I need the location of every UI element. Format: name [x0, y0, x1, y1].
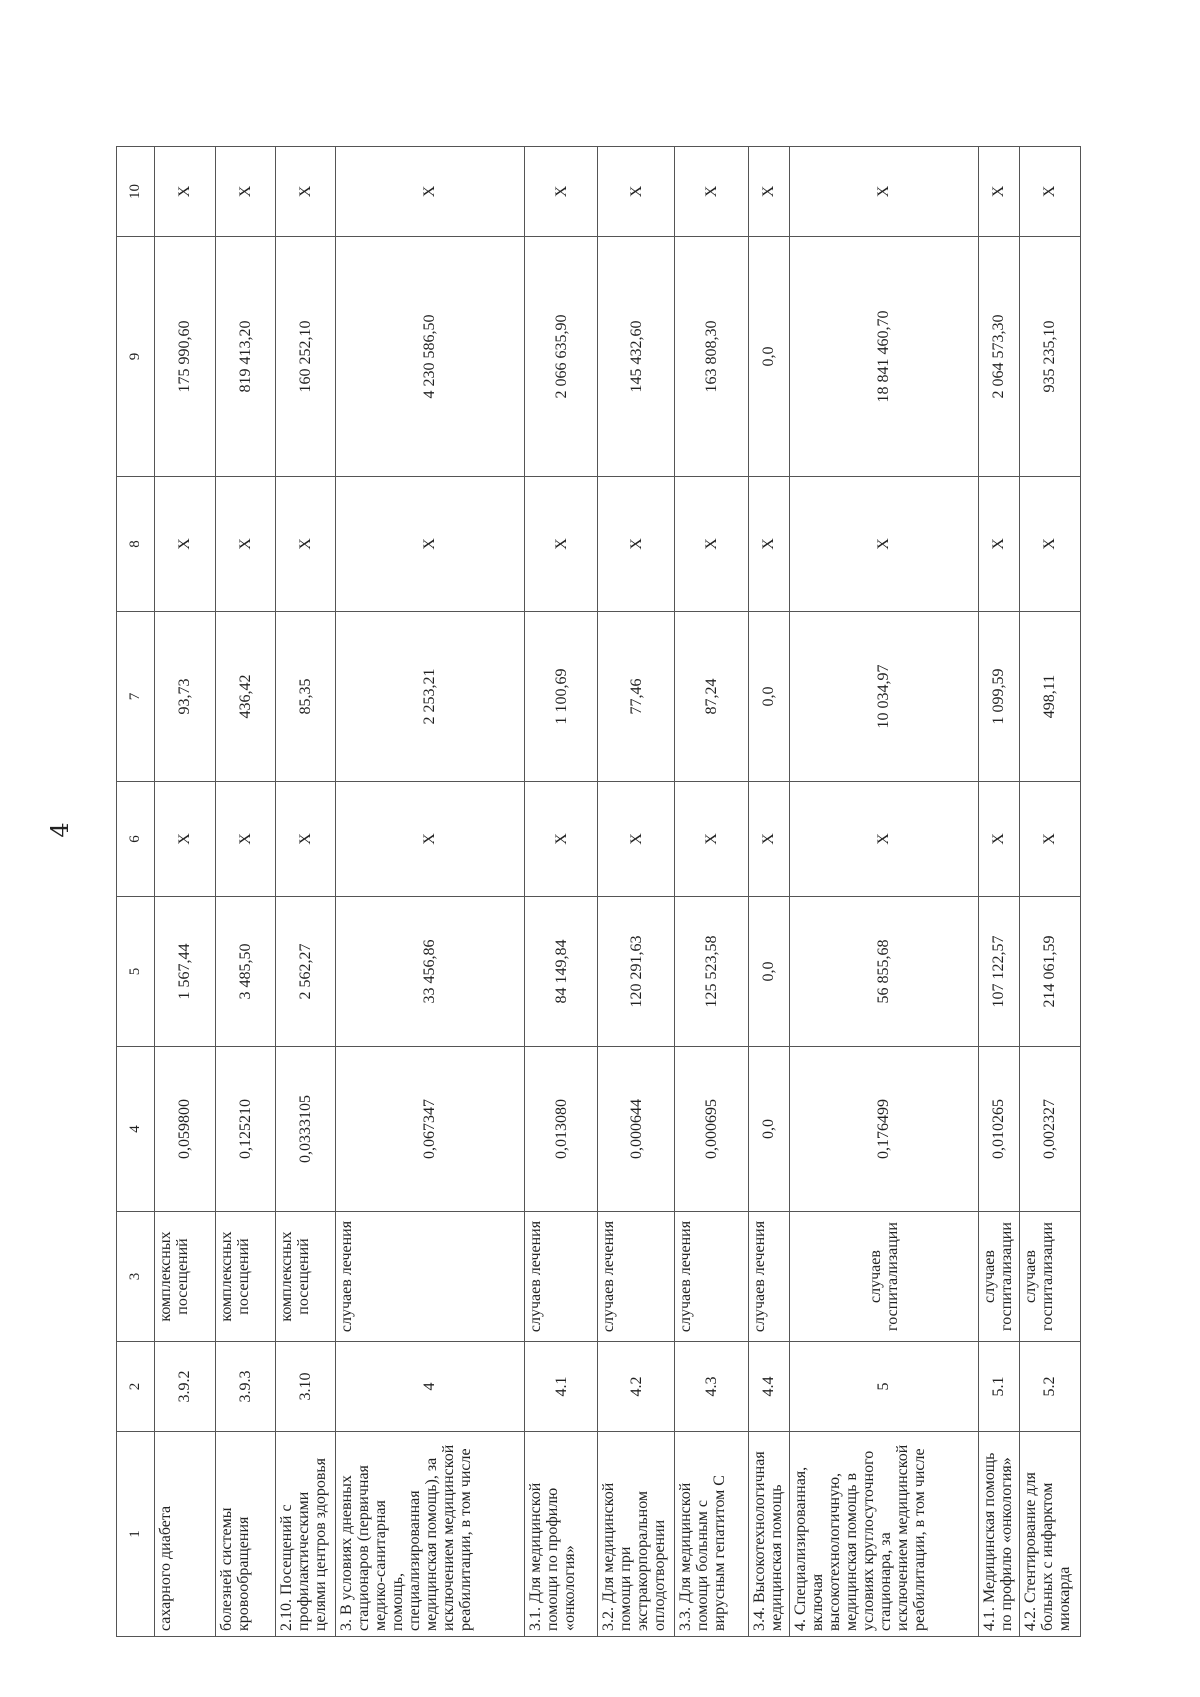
volume-cell: 0,0	[748, 1047, 789, 1212]
row-code-cell: 4.1	[524, 1342, 598, 1432]
row-code-cell: 3.10	[275, 1342, 335, 1432]
cell-6: X	[789, 782, 978, 897]
per-capita-cell: 93,73	[154, 612, 215, 782]
row-code-cell: 4.2	[598, 1342, 675, 1432]
per-capita-cell: 85,35	[275, 612, 335, 782]
table-row	[275, 147, 335, 1637]
unit-cell: случаев лечения	[675, 1212, 749, 1342]
row-name-cell: 3.2. Для медицинской помощи при экстракорпоральном оплодотворении	[598, 1432, 675, 1637]
cost-per-unit-cell: 2 562,27	[275, 897, 335, 1047]
row-code-cell: 5.1	[978, 1342, 1019, 1432]
cost-per-unit-cell: 33 456,86	[335, 897, 524, 1047]
cost-per-unit-cell: 3 485,50	[215, 897, 275, 1047]
cell-10: X	[748, 147, 789, 237]
column-header: 10	[117, 147, 155, 237]
table-row	[154, 147, 215, 1637]
total-cost-cell: 935 235,10	[1019, 237, 1080, 477]
row-name-cell: 4.2. Стентирование для больных с инфарктом миокарда	[1019, 1432, 1080, 1637]
table-row	[335, 147, 524, 1637]
total-cost-cell: 0,0	[748, 237, 789, 477]
cell-8: X	[154, 477, 215, 612]
total-cost-cell: 160 252,10	[275, 237, 335, 477]
rotated-table-container	[116, 147, 1081, 1637]
volume-cell: 0,125210	[215, 1047, 275, 1212]
row-code-cell: 4	[335, 1342, 524, 1432]
per-capita-cell: 1 099,59	[978, 612, 1019, 782]
row-name-cell: 2.10. Посещений с профилактическими целями центров здоровья	[275, 1432, 335, 1637]
table-row	[524, 147, 598, 1637]
table-header-row	[117, 147, 155, 1637]
cost-per-unit-cell: 1 567,44	[154, 897, 215, 1047]
cell-6: X	[275, 782, 335, 897]
cell-8: X	[675, 477, 749, 612]
table-row	[748, 147, 789, 1637]
per-capita-cell: 498,11	[1019, 612, 1080, 782]
cell-8: X	[978, 477, 1019, 612]
cell-6: X	[1019, 782, 1080, 897]
cell-6: X	[748, 782, 789, 897]
cell-6: X	[524, 782, 598, 897]
volume-cell: 0,013080	[524, 1047, 598, 1212]
cell-10: X	[524, 147, 598, 237]
cell-6: X	[335, 782, 524, 897]
table-row	[598, 147, 675, 1637]
cell-6: X	[598, 782, 675, 897]
cell-8: X	[275, 477, 335, 612]
unit-cell: случаев лечения	[598, 1212, 675, 1342]
table-row	[978, 147, 1019, 1637]
cell-8: X	[215, 477, 275, 612]
unit-cell: случаев госпитализации	[1019, 1212, 1080, 1342]
volume-cell: 0,000695	[675, 1047, 749, 1212]
per-capita-cell: 436,42	[215, 612, 275, 782]
column-header: 5	[117, 897, 155, 1047]
table-row	[1019, 147, 1080, 1637]
volume-cell: 0,010265	[978, 1047, 1019, 1212]
total-cost-cell: 145 432,60	[598, 237, 675, 477]
column-header: 1	[117, 1432, 155, 1637]
column-header: 3	[117, 1212, 155, 1342]
cell-6: X	[215, 782, 275, 897]
row-code-cell: 5	[789, 1342, 978, 1432]
cell-10: X	[789, 147, 978, 237]
data-table	[116, 146, 1081, 1637]
unit-cell: комплексных посещений	[275, 1212, 335, 1342]
page-number: 4	[46, 822, 74, 838]
unit-cell: комплексных посещений	[154, 1212, 215, 1342]
total-cost-cell: 4 230 586,50	[335, 237, 524, 477]
cell-8: X	[748, 477, 789, 612]
total-cost-cell: 819 413,20	[215, 237, 275, 477]
row-name-cell: 4.1. Медицинская помощь по профилю «онкология»	[978, 1432, 1019, 1637]
cost-per-unit-cell: 56 855,68	[789, 897, 978, 1047]
cell-10: X	[598, 147, 675, 237]
cell-10: X	[978, 147, 1019, 237]
cost-per-unit-cell: 84 149,84	[524, 897, 598, 1047]
table-row	[675, 147, 749, 1637]
unit-cell: комплексных посещений	[215, 1212, 275, 1342]
row-name-cell: сахарного диабета	[154, 1432, 215, 1637]
unit-cell: случаев лечения	[748, 1212, 789, 1342]
cell-10: X	[154, 147, 215, 237]
total-cost-cell: 163 808,30	[675, 237, 749, 477]
cell-8: X	[1019, 477, 1080, 612]
volume-cell: 0,067347	[335, 1047, 524, 1212]
column-header: 9	[117, 237, 155, 477]
cell-10: X	[275, 147, 335, 237]
cost-per-unit-cell: 125 523,58	[675, 897, 749, 1047]
cell-10: X	[1019, 147, 1080, 237]
total-cost-cell: 2 066 635,90	[524, 237, 598, 477]
per-capita-cell: 77,46	[598, 612, 675, 782]
per-capita-cell: 87,24	[675, 612, 749, 782]
volume-cell: 0,0333105	[275, 1047, 335, 1212]
unit-cell: случаев лечения	[524, 1212, 598, 1342]
volume-cell: 0,000644	[598, 1047, 675, 1212]
total-cost-cell: 18 841 460,70	[789, 237, 978, 477]
cell-8: X	[598, 477, 675, 612]
cost-per-unit-cell: 120 291,63	[598, 897, 675, 1047]
column-header: 4	[117, 1047, 155, 1212]
volume-cell: 0,059800	[154, 1047, 215, 1212]
cell-6: X	[675, 782, 749, 897]
row-code-cell: 3.9.2	[154, 1342, 215, 1432]
row-code-cell: 4.4	[748, 1342, 789, 1432]
row-name-cell: 3. В условиях дневных стационаров (первичная медико-санитарная помощь, специализированная медицинская помощь), за исключением медицинской реабилитации, в том числе	[335, 1432, 524, 1637]
row-name-cell: 3.3. Для медицинской помощи больным с вирусным гепатитом С	[675, 1432, 749, 1637]
table-row	[215, 147, 275, 1637]
column-header: 7	[117, 612, 155, 782]
row-name-cell: 3.4. Высокотехнологичная медицинская помощь	[748, 1432, 789, 1637]
total-cost-cell: 175 990,60	[154, 237, 215, 477]
cell-10: X	[335, 147, 524, 237]
cell-6: X	[978, 782, 1019, 897]
unit-cell: случаев госпитализации	[978, 1212, 1019, 1342]
per-capita-cell: 2 253,21	[335, 612, 524, 782]
cell-10: X	[675, 147, 749, 237]
cell-10: X	[215, 147, 275, 237]
cell-8: X	[789, 477, 978, 612]
row-code-cell: 4.3	[675, 1342, 749, 1432]
row-name-cell: болезней системы кровообращения	[215, 1432, 275, 1637]
row-code-cell: 5.2	[1019, 1342, 1080, 1432]
cost-per-unit-cell: 0,0	[748, 897, 789, 1047]
column-header: 6	[117, 782, 155, 897]
row-name-cell: 3.1. Для медицинской помощи по профилю «онкология»	[524, 1432, 598, 1637]
row-code-cell: 3.9.3	[215, 1342, 275, 1432]
table-row	[789, 147, 978, 1637]
per-capita-cell: 1 100,69	[524, 612, 598, 782]
row-name-cell: 4. Специализированная, включая высокотехнологичную, медицинская помощь в условиях круглосуточного стационара, за исключением медицинской реабилитации, в том числе	[789, 1432, 978, 1637]
cell-6: X	[154, 782, 215, 897]
column-header: 2	[117, 1342, 155, 1432]
volume-cell: 0,002327	[1019, 1047, 1080, 1212]
column-header: 8	[117, 477, 155, 612]
unit-cell: случаев госпитализации	[789, 1212, 978, 1342]
volume-cell: 0,176499	[789, 1047, 978, 1212]
cost-per-unit-cell: 107 122,57	[978, 897, 1019, 1047]
unit-cell: случаев лечения	[335, 1212, 524, 1342]
per-capita-cell: 10 034,97	[789, 612, 978, 782]
cell-8: X	[335, 477, 524, 612]
per-capita-cell: 0,0	[748, 612, 789, 782]
cell-8: X	[524, 477, 598, 612]
total-cost-cell: 2 064 573,30	[978, 237, 1019, 477]
cost-per-unit-cell: 214 061,59	[1019, 897, 1080, 1047]
